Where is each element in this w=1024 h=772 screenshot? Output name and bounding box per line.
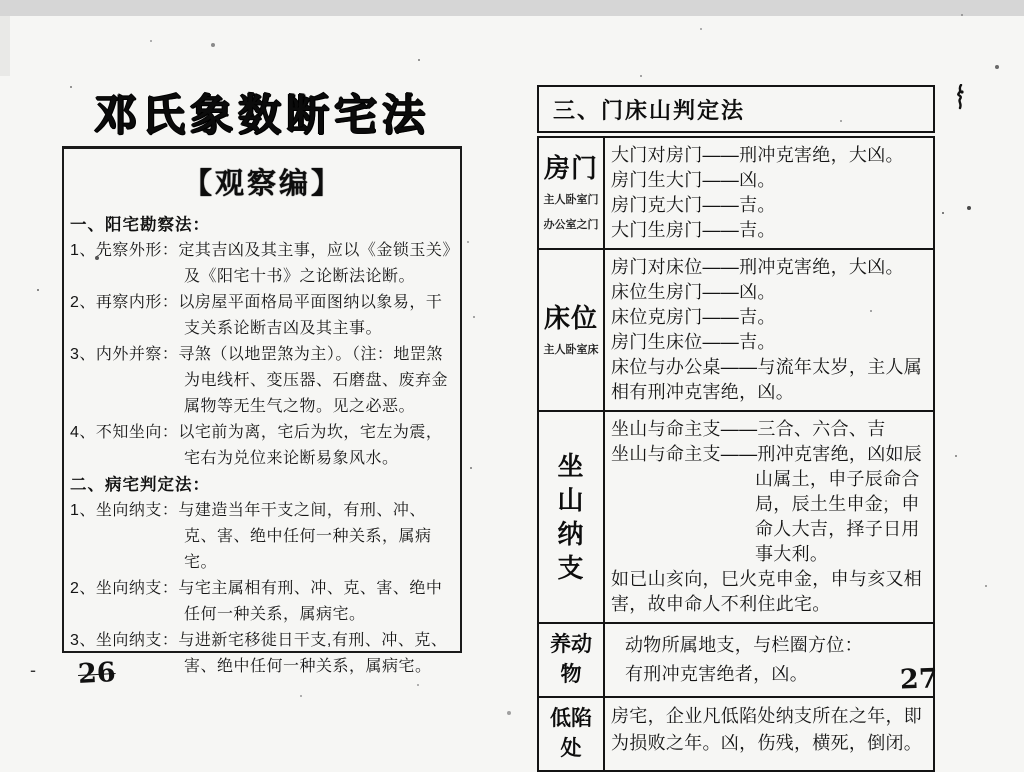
page-number-left: 26 <box>77 657 117 690</box>
scan-top-edge <box>0 0 1024 16</box>
table-text-line: 有刑冲克害绝者，凶。 <box>625 664 808 684</box>
table-row <box>539 248 933 410</box>
table-text-line: 床位生房门——凶。 <box>611 282 776 302</box>
list-item <box>70 290 456 342</box>
row-label-cell <box>539 250 605 410</box>
table-text-line: 房门生大门——凶。 <box>611 170 776 190</box>
list-item-label: 3、内外并察： <box>70 346 179 363</box>
table-text-line: 坐山与命主支——刑冲克害绝，凶如辰山属土，申子辰命合局，辰土生申金，申命人大吉，择子日用事大利。 <box>611 444 923 564</box>
row-sublabel: 主人卧室床 <box>543 343 599 356</box>
list-item-label: 3、坐向纳支： <box>70 632 179 649</box>
list-item-label: 2、再察内形： <box>70 294 179 311</box>
table-text-line: 如已山亥向，巳火克申金，申与亥又相害，故申命人不利住此宅。 <box>611 569 923 614</box>
table-text-line: 房宅，企业凡低陷处纳支所在之年，即为损败之年。凶，伤残，横死，倒闭。 <box>611 706 923 753</box>
list-item-text: 定其吉凶及其主事，应以《金锁玉关》及《阳宅十书》之论断法论断。 <box>178 242 451 285</box>
table-text-line: 大门对房门——刑冲克害绝，大凶。 <box>611 145 904 165</box>
scan-left-edge <box>0 16 10 76</box>
table-text-line: 大门生房门——吉。 <box>611 220 776 240</box>
row-content-cell <box>605 250 933 410</box>
list-item-label: 1、先察外形： <box>70 242 179 259</box>
row-label-cell <box>539 624 605 696</box>
table-row <box>539 410 933 622</box>
row-content-cell <box>605 412 933 622</box>
right-page <box>537 85 935 772</box>
row-label: 低陷处 <box>550 707 592 760</box>
section-heading: 一、阳宅勘察法： <box>70 216 210 234</box>
scan-noise <box>0 0 2 2</box>
list-item-label: 2、坐向纳支： <box>70 580 179 597</box>
row-label-cell <box>539 698 605 770</box>
list-item-text: 与进新宅移徙日干支,有刑、冲、克、害、绝中任何一种关系，属病宅。 <box>178 632 448 675</box>
table-text-line: 房门对床位——刑冲克害绝，大凶。 <box>611 257 904 277</box>
row-sublabel: 办公室之门 <box>543 219 599 231</box>
list-item-label: 1、坐向纳支： <box>70 502 179 519</box>
table-text-line: 坐山与命主支——三合、六合、吉 <box>611 419 886 439</box>
table-text-line: 动物所属地支，与栏圈方位： <box>625 635 863 655</box>
row-label-cell <box>539 412 605 622</box>
list-item-label: 4、不知坐向： <box>70 424 179 441</box>
row-content-cell <box>605 698 933 770</box>
table-text-line: 床位与办公桌——与流年太岁，主人属相有刑冲克害绝，凶。 <box>611 357 923 402</box>
row-content-cell <box>605 624 933 696</box>
list-item <box>70 498 456 576</box>
table-text-line: 房门克大门——吉。 <box>611 195 776 215</box>
row-label: 床位 <box>543 302 598 333</box>
ink-mark-icon <box>953 84 967 110</box>
judgment-table-body <box>537 136 935 772</box>
list-item-text: 以房屋平面格局平面图纳以象易，干支关系论断吉凶及其主事。 <box>178 294 443 337</box>
row-label: 房门 <box>543 153 598 183</box>
list-item-text: 以宅前为离，宅后为坎，宅左为震，宅右为兑位来论断易象风水。 <box>178 424 443 467</box>
list-item <box>70 576 456 628</box>
list-item <box>70 628 456 680</box>
table-row <box>539 696 933 770</box>
list-item <box>70 342 456 420</box>
row-label: 坐 山 纳 支 <box>557 451 585 583</box>
table-row <box>539 622 933 696</box>
row-sublabel: 主人卧室门 <box>543 194 599 206</box>
table-text-line: 房门生床位——吉。 <box>611 332 776 352</box>
row-content-cell <box>605 138 933 248</box>
row-label-cell <box>539 138 605 248</box>
list-item <box>70 238 456 290</box>
book-title: 邓氏象数断宅法 <box>94 92 430 140</box>
list-item <box>70 420 456 472</box>
table-row <box>539 138 933 248</box>
pen-dash-mark: - <box>30 660 36 680</box>
left-body <box>70 212 456 680</box>
row-label: 养动物 <box>550 633 592 686</box>
section-heading: 二、病宅判定法： <box>70 476 210 494</box>
list-item-text: 与建造当年干支之间，有刑、冲、克、害、绝中任何一种关系，属病宅。 <box>178 502 432 571</box>
list-item-text: 寻煞（以地罡煞为主）。（注：地罡煞为电线杆、变压器、石磨盘、废弃金属物等无生气之物。见之必恶。 <box>178 346 449 415</box>
page-number-right: 27 <box>899 663 939 696</box>
table-title: 三、门床山判定法 <box>537 85 935 133</box>
section-title: 【观察编】 <box>182 168 343 200</box>
table-text-line: 床位克房门——吉。 <box>611 307 776 327</box>
list-item-text: 与宅主属相有刑、冲、克、害、绝中任何一种关系，属病宅。 <box>178 580 443 623</box>
